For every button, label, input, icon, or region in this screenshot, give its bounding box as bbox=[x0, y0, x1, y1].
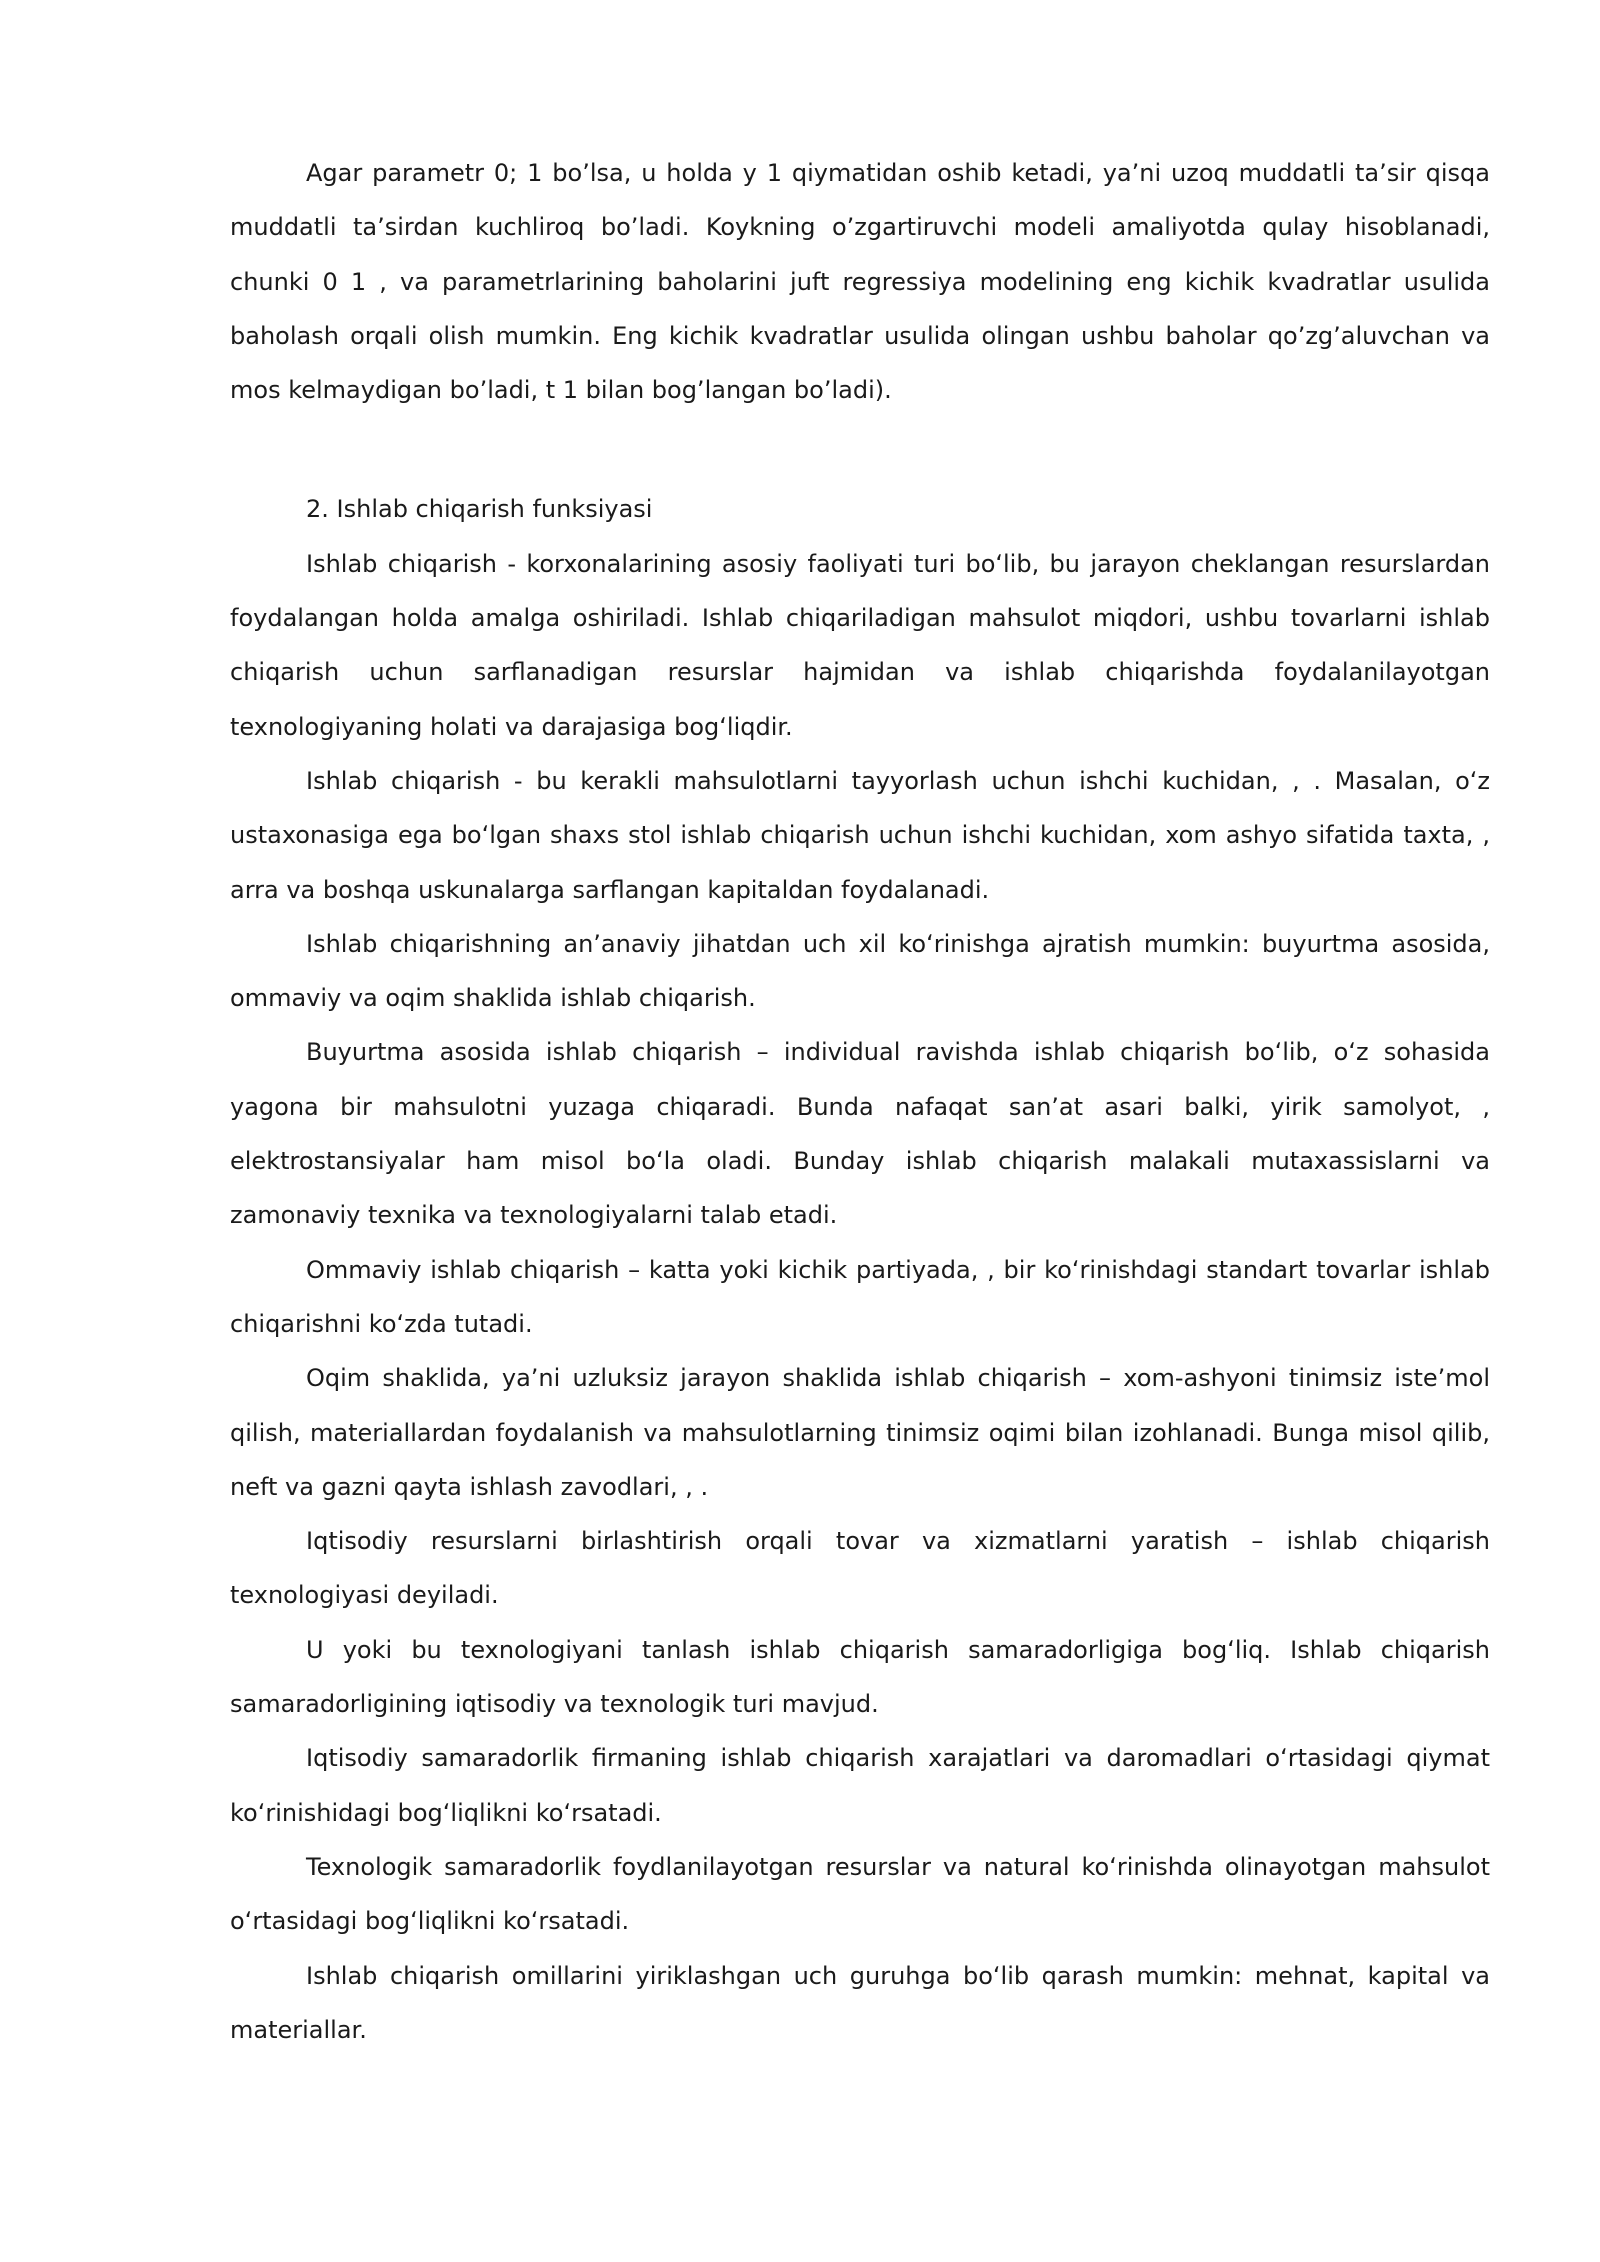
paragraph: Texnologik samaradorlik foydlanilayotgan resurslar va natural koʻrinishda olinayotgan mahsulot oʻrtasidagi bogʻliqlikni koʻrsatadi. bbox=[230, 1852, 1490, 1936]
paragraph: Agar parametr 0; 1 bo’lsa, u holda y 1 qiymatidan oshib ketadi, ya’ni uzoq muddatli ta’sir qisqa muddatli ta’sirdan kuchliroq bo’ladi. Koykning o’zgartiruvchi modeli amaliyotda qulay hisoblanadi, chunki 0 1 , va parametrlarining baholarini juft regressiya modelining eng kichik kvadratlar usulida baholash orqali olish mumkin. Eng kichik kvadratlar usulida olingan ushbu baholar qo’zg’aluvchan va mos kelmaydigan bo’ladi, t 1 bilan bog’langan bo’ladi). bbox=[230, 159, 1490, 405]
paragraph: Oqim shaklida, ya’ni uzluksiz jarayon shaklida ishlab chiqarish – xom-ashyoni tinimsiz iste’mol qilish, materiallardan foydalanish va mahsulotlarning tinimsiz oqimi bilan izohlanadi. Bunga misol qilib, neft va gazni qayta ishlash zavodlari, , . bbox=[230, 1364, 1490, 1501]
paragraph: Ishlab chiqarish - bu kerakli mahsulotlarni tayyorlash uchun ishchi kuchidan, , . Masalan, oʻz ustaxonasiga ega boʻlgan shaxs stol ishlab chiqarish uchun ishchi kuchidan, xom ashyo sifatida taxta, , arra va boshqa uskunalarga sarflangan kapitaldan foydalanadi. bbox=[230, 766, 1490, 904]
section-heading: 2. Ishlab chiqarish funksiyasi bbox=[306, 495, 653, 524]
paragraph: Ommaviy ishlab chiqarish – katta yoki kichik partiyada, , bir koʻrinishdagi standart tovarlar ishlab chiqarishni koʻzda tutadi. bbox=[230, 1255, 1490, 1338]
paragraph: Iqtisodiy samaradorlik firmaning ishlab chiqarish xarajatlari va daromadlari oʻrtasidagi qiymat koʻrinishidagi bogʻliqlikni koʻrsatadi. bbox=[230, 1744, 1490, 1827]
paragraph: Ishlab chiqarish - korxonalarining asosiy faoliyati turi boʻlib, bu jarayon cheklangan resurslardan foydalangan holda amalga oshiriladi. Ishlab chiqariladigan mahsulot miqdori, ushbu tovarlarni ishlab chiqarish uchun sarflanadigan resurslar hajmidan va ishlab chiqarishda foydalanilayotgan texnologiyaning holati va darajasiga bogʻliqdir. bbox=[230, 549, 1490, 741]
document-body bbox=[230, 146, 1490, 2057]
section-spacer bbox=[230, 417, 1490, 482]
paragraph: Ishlab chiqarishning an’anaviy jihatdan uch xil koʻrinishga ajratish mumkin: buyurtma asosida, ommaviy va oqim shaklida ishlab chiqarish. bbox=[230, 929, 1490, 1013]
paragraph: U yoki bu texnologiyani tanlash ishlab chiqarish samaradorligiga bogʻliq. Ishlab chiqarish samaradorligining iqtisodiy va texnologik turi mavjud. bbox=[230, 1635, 1490, 1719]
paragraph: Iqtisodiy resurslarni birlashtirish orqali tovar va xizmatlarni yaratish – ishlab chiqarish texnologiyasi deyiladi. bbox=[230, 1527, 1490, 1610]
paragraph: Buyurtma asosida ishlab chiqarish – individual ravishda ishlab chiqarish boʻlib, oʻz sohasida yagona bir mahsulotni yuzaga chiqaradi. Bunda nafaqat san’at asari balki, yirik samolyot, , elektrostansiyalar ham misol boʻla oladi. Bunday ishlab chiqarish malakali mutaxassislarni va zamonaviy texnika va texnologiyalarni talab etadi. bbox=[230, 1038, 1490, 1230]
paragraph: Ishlab chiqarish omillarini yiriklashgan uch guruhga boʻlib qarash mumkin: mehnat, kapital va materiallar. bbox=[230, 1961, 1490, 2044]
